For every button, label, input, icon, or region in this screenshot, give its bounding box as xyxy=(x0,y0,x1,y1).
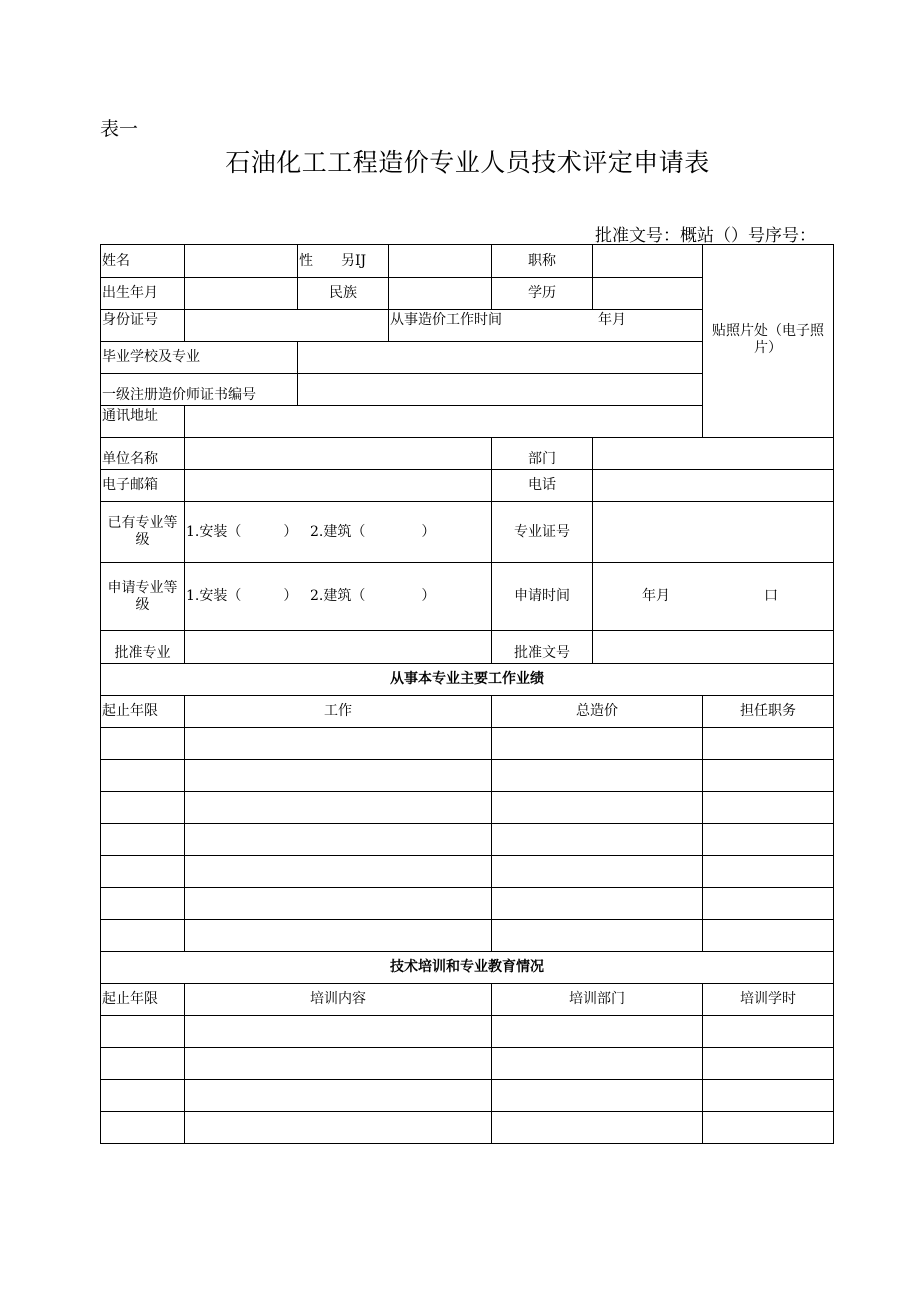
work-cell-content[interactable] xyxy=(185,760,492,792)
approved-doc-label: 批准文号 xyxy=(492,631,593,664)
approval-number-line: 批准文号：概站（）号序号： xyxy=(595,226,816,246)
company-label: 单位名称 xyxy=(101,438,185,470)
work-cell-amount[interactable] xyxy=(492,888,703,920)
work-cell-content[interactable] xyxy=(185,856,492,888)
address-label: 通讯地址 xyxy=(101,406,185,438)
work-col-work: 工作 xyxy=(185,696,492,728)
training-cell-amount[interactable] xyxy=(492,1016,703,1048)
work-cell-period[interactable] xyxy=(101,792,185,824)
work-col-period: 起止年限 xyxy=(101,696,185,728)
work-cell-amount[interactable] xyxy=(492,760,703,792)
work-cell-content[interactable] xyxy=(185,920,492,952)
approved-doc-field[interactable] xyxy=(593,631,834,664)
work-cell-role[interactable] xyxy=(703,760,834,792)
phone-label: 电话 xyxy=(492,470,593,502)
gender-field[interactable] xyxy=(389,245,492,278)
training-cell-content[interactable] xyxy=(185,1112,492,1144)
ethnicity-label: 民族 xyxy=(298,278,389,310)
work-rows xyxy=(101,728,834,952)
name-field[interactable] xyxy=(185,245,298,278)
current-level-label: 已有专业等级 xyxy=(101,502,185,563)
work-cell-amount[interactable] xyxy=(492,920,703,952)
training-col-hours: 培训学时 xyxy=(703,984,834,1016)
training-row xyxy=(101,1048,834,1080)
email-field[interactable] xyxy=(185,470,492,502)
cert-field[interactable] xyxy=(298,374,703,406)
apply-level-options[interactable] xyxy=(185,563,492,631)
document-title: 石油化工工程造价专业人员技术评定申请表 xyxy=(225,148,710,177)
current-level-options[interactable] xyxy=(185,502,492,563)
table-label: 表一 xyxy=(100,118,139,140)
training-cell-amount[interactable] xyxy=(492,1080,703,1112)
school-field[interactable] xyxy=(298,342,703,374)
application-form-table xyxy=(100,244,834,1144)
work-cell-amount[interactable] xyxy=(492,728,703,760)
work-cell-period[interactable] xyxy=(101,856,185,888)
work-row xyxy=(101,824,834,856)
address-field[interactable] xyxy=(185,406,703,438)
email-label: 电子邮箱 xyxy=(101,470,185,502)
work-row xyxy=(101,728,834,760)
birth-field[interactable] xyxy=(185,278,298,310)
training-row xyxy=(101,1112,834,1144)
training-cell-period[interactable] xyxy=(101,1080,185,1112)
training-cell-period[interactable] xyxy=(101,1016,185,1048)
work-cell-role[interactable] xyxy=(703,728,834,760)
work-cell-role[interactable] xyxy=(703,888,834,920)
work-time-suffix: 年月 xyxy=(598,312,626,328)
work-row xyxy=(101,856,834,888)
work-cell-role[interactable] xyxy=(703,792,834,824)
work-cell-period[interactable] xyxy=(101,888,185,920)
photo-placeholder[interactable]: 贴照片处（电子照片） xyxy=(703,245,834,438)
training-cell-role[interactable] xyxy=(703,1112,834,1144)
approved-major-field[interactable] xyxy=(185,631,492,664)
work-cell-period[interactable] xyxy=(101,920,185,952)
work-cell-period[interactable] xyxy=(101,728,185,760)
gender-label: 性 另IJ xyxy=(298,245,389,278)
work-row xyxy=(101,888,834,920)
work-section-heading: 从事本专业主要工作业绩 xyxy=(101,664,834,696)
cert-no-field[interactable] xyxy=(593,502,834,563)
work-cell-amount[interactable] xyxy=(492,856,703,888)
work-col-position: 担任职务 xyxy=(703,696,834,728)
training-section-heading: 技术培训和专业教育情况 xyxy=(101,952,834,984)
training-cell-role[interactable] xyxy=(703,1080,834,1112)
apply-option-build[interactable]: 2.建筑（ ） xyxy=(310,588,436,604)
training-cell-amount[interactable] xyxy=(492,1048,703,1080)
current-option-build[interactable]: 2.建筑（ ） xyxy=(310,523,436,540)
id-field[interactable] xyxy=(185,310,389,342)
apply-time-label: 申请时间 xyxy=(492,563,593,631)
birth-label: 出生年月 xyxy=(101,278,185,310)
work-row xyxy=(101,760,834,792)
work-cell-period[interactable] xyxy=(101,760,185,792)
work-cell-content[interactable] xyxy=(185,728,492,760)
apply-level-label: 申请专业等级 xyxy=(101,563,185,631)
education-label: 学历 xyxy=(492,278,593,310)
training-row xyxy=(101,1080,834,1112)
title-label: 职称 xyxy=(492,245,593,278)
training-col-period: 起止年限 xyxy=(101,984,185,1016)
work-row xyxy=(101,792,834,824)
dept-label: 部门 xyxy=(492,438,593,470)
current-option-install[interactable]: 1.安装（ ） xyxy=(186,523,298,540)
id-label: 身份证号 xyxy=(101,310,185,342)
training-row xyxy=(101,1016,834,1048)
work-time-cell[interactable] xyxy=(389,310,703,342)
training-cell-content[interactable] xyxy=(185,1048,492,1080)
apply-time-field[interactable] xyxy=(593,563,834,631)
training-col-content: 培训内容 xyxy=(185,984,492,1016)
work-cell-amount[interactable] xyxy=(492,792,703,824)
work-cell-content[interactable] xyxy=(185,824,492,856)
apply-time-day: 口 xyxy=(764,588,778,604)
training-cell-content[interactable] xyxy=(185,1016,492,1048)
work-cell-period[interactable] xyxy=(101,824,185,856)
cert-label: 一级注册造价师证书编号 xyxy=(101,374,298,406)
apply-option-install[interactable]: 1.安装（ ） xyxy=(186,588,298,604)
training-cell-content[interactable] xyxy=(185,1080,492,1112)
work-cell-amount[interactable] xyxy=(492,824,703,856)
work-cell-role[interactable] xyxy=(703,856,834,888)
work-col-total-cost: 总造价 xyxy=(492,696,703,728)
training-cell-amount[interactable] xyxy=(492,1112,703,1144)
approved-major-label: 批准专业 xyxy=(101,631,185,664)
work-time-label: 从事造价工作时间 xyxy=(390,312,502,328)
training-col-dept: 培训部门 xyxy=(492,984,703,1016)
work-cell-content[interactable] xyxy=(185,792,492,824)
title-field[interactable] xyxy=(593,245,703,278)
training-cell-period[interactable] xyxy=(101,1048,185,1080)
work-cell-content[interactable] xyxy=(185,888,492,920)
ethnicity-field[interactable] xyxy=(389,278,492,310)
training-rows xyxy=(101,1016,834,1144)
training-cell-period[interactable] xyxy=(101,1112,185,1144)
training-cell-role[interactable] xyxy=(703,1048,834,1080)
work-row xyxy=(101,920,834,952)
education-field[interactable] xyxy=(593,278,703,310)
apply-time-ym: 年月 xyxy=(642,588,670,604)
cert-no-label: 专业证号 xyxy=(492,502,593,563)
phone-field[interactable] xyxy=(593,470,834,502)
school-label: 毕业学校及专业 xyxy=(101,342,298,374)
dept-field[interactable] xyxy=(593,438,834,470)
work-cell-role[interactable] xyxy=(703,920,834,952)
name-label: 姓名 xyxy=(101,245,185,278)
company-field[interactable] xyxy=(185,438,492,470)
training-cell-role[interactable] xyxy=(703,1016,834,1048)
work-cell-role[interactable] xyxy=(703,824,834,856)
